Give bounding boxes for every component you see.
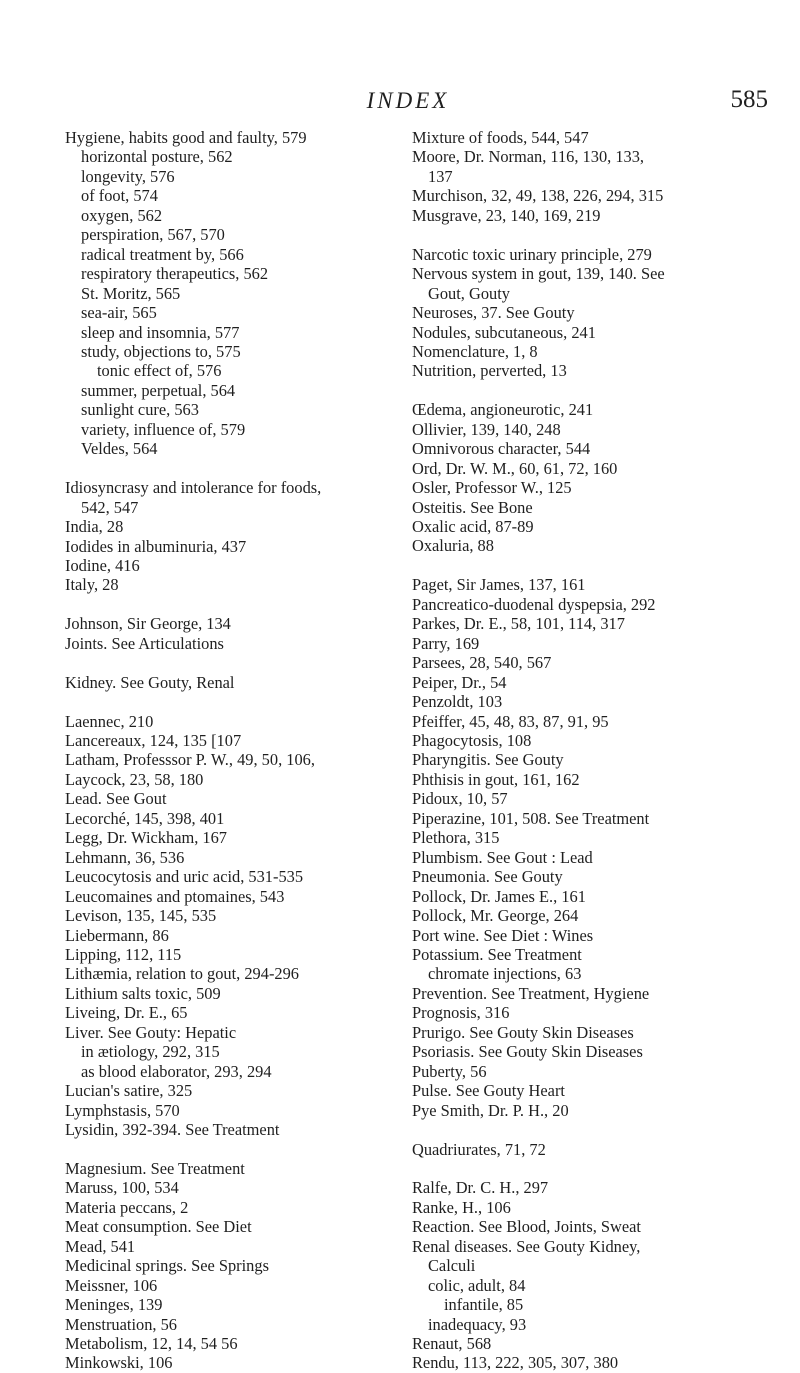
index-entry: Ord, Dr. W. M., 60, 61, 72, 160 (412, 458, 618, 478)
index-entry: Prurigo. See Gouty Skin Diseases (412, 1022, 634, 1042)
index-entry: Plethora, 315 (412, 828, 500, 848)
index-subentry: as blood elaborator, 293, 294 (81, 1061, 272, 1081)
index-entry: Menstruation, 56 (65, 1314, 177, 1334)
entry-gap (65, 653, 391, 672)
index-entry: Parsees, 28, 540, 567 (412, 653, 552, 673)
index-entry: Moore, Dr. Norman, 116, 130, 133, (412, 147, 645, 167)
index-entry: Nutrition, perverted, 13 (412, 361, 567, 381)
index-subentry: perspiration, 567, 570 (81, 225, 225, 245)
index-entry: Metabolism, 12, 14, 54 56 (65, 1334, 238, 1354)
index-column-left (65, 128, 391, 1373)
index-subentry: Gout, Gouty (428, 283, 510, 303)
index-entry: Pulse. See Gouty Heart (412, 1081, 565, 1101)
index-entry: Laennec, 210 (65, 711, 154, 731)
index-entry: Penzoldt, 103 (412, 692, 503, 712)
index-subentry: sleep and insomnia, 577 (81, 322, 240, 342)
index-subentry: oxygen, 562 (81, 205, 163, 225)
index-entry: Osteitis. See Bone (412, 497, 533, 517)
index-entry: Reaction. See Blood, Joints, Sweat (412, 1217, 641, 1237)
index-entry: Omnivorous character, 544 (412, 439, 591, 459)
index-entry: Renal diseases. See Gouty Kidney, (412, 1236, 641, 1256)
index-entry: Lehmann, 36, 536 (65, 847, 185, 867)
index-subentry: colic, adult, 84 (428, 1275, 526, 1295)
entry-gap (412, 1159, 762, 1178)
index-entry: Pollock, Mr. George, 264 (412, 906, 579, 926)
index-subentry: Calculi (428, 1256, 476, 1276)
index-subentry: inadequacy, 93 (428, 1314, 527, 1334)
index-entry: Minkowski, 106 (65, 1353, 173, 1373)
index-entry: Ranke, H., 106 (412, 1197, 511, 1217)
index-entry: Iodine, 416 (65, 555, 140, 575)
index-entry: Phthisis in gout, 161, 162 (412, 769, 580, 789)
index-subentry: sea-air, 565 (81, 303, 157, 323)
entry-gap (65, 1140, 391, 1159)
index-subentry: horizontal posture, 562 (81, 147, 233, 167)
index-entry: Pye Smith, Dr. P. H., 20 (412, 1100, 569, 1120)
index-subentry: 137 (428, 166, 453, 186)
index-subentry: summer, perpetual, 564 (81, 380, 236, 400)
index-entry: Pharyngitis. See Gouty (412, 750, 564, 770)
index-subentry: study, objections to, 575 (81, 341, 241, 361)
index-entry: Idiosyncrasy and intolerance for foods, (65, 478, 322, 498)
index-entry: Meat consumption. See Diet (65, 1217, 252, 1237)
index-entry: Prevention. See Treatment, Hygiene (412, 983, 650, 1003)
index-subentry: of foot, 574 (81, 186, 158, 206)
index-entry: Hygiene, habits good and faulty, 579 (65, 128, 307, 147)
index-entry: Murchison, 32, 49, 138, 226, 294, 315 (412, 186, 664, 206)
index-entry: Osler, Professor W., 125 (412, 478, 572, 498)
index-entry: Psoriasis. See Gouty Skin Diseases (412, 1042, 643, 1062)
page-header (48, 88, 768, 124)
index-entry: Levison, 135, 145, 535 (65, 906, 217, 926)
index-entry: Italy, 28 (65, 575, 119, 595)
index-entry: Materia peccans, 2 (65, 1197, 189, 1217)
index-subentry: respiratory therapeutics, 562 (81, 264, 269, 284)
index-subentry: sunlight cure, 563 (81, 400, 199, 420)
index-entry: Mixture of foods, 544, 547 (412, 128, 589, 147)
entry-gap (412, 225, 762, 244)
index-entry: Parry, 169 (412, 633, 480, 653)
index-entry: Oxalic acid, 87-89 (412, 517, 534, 537)
index-entry: Quadriurates, 71, 72 (412, 1139, 546, 1159)
index-entry: Lucian's satire, 325 (65, 1081, 193, 1101)
index-entry: Lecorché, 145, 398, 401 (65, 808, 225, 828)
index-entry: Liveing, Dr. E., 65 (65, 1003, 188, 1023)
index-entry: Liver. See Gouty: Hepatic (65, 1022, 237, 1042)
index-entry: Nodules, subcutaneous, 241 (412, 322, 596, 342)
entry-gap (412, 1120, 762, 1139)
index-entry: Œdema, angioneurotic, 241 (412, 400, 594, 420)
index-entry: Peiper, Dr., 54 (412, 672, 507, 692)
running-title: INDEX (366, 88, 450, 113)
index-entry: Lipping, 112, 115 (65, 944, 182, 964)
index-entry: Legg, Dr. Wickham, 167 (65, 828, 228, 848)
index-entry: Magnesium. See Treatment (65, 1158, 245, 1178)
index-entry: Puberty, 56 (412, 1061, 487, 1081)
index-entry: Oxaluria, 88 (412, 536, 494, 556)
index-entry: Meninges, 139 (65, 1295, 163, 1315)
index-subentry: Veldes, 564 (81, 439, 158, 459)
index-entry: Musgrave, 23, 140, 169, 219 (412, 205, 601, 225)
index-entry: Pfeiffer, 45, 48, 83, 87, 91, 95 (412, 711, 609, 731)
entry-gap (65, 595, 391, 614)
index-entry: Maruss, 100, 534 (65, 1178, 179, 1198)
index-entry: Narcotic toxic urinary principle, 279 (412, 244, 652, 264)
index-entry: Medicinal springs. See Springs (65, 1256, 269, 1276)
index-subentry: longevity, 576 (81, 166, 175, 186)
index-subentry: variety, influence of, 579 (81, 419, 246, 439)
index-entry: Ollivier, 139, 140, 248 (412, 419, 561, 439)
index-entry: Kidney. See Gouty, Renal (65, 672, 235, 692)
index-subentry: tonic effect of, 576 (97, 361, 222, 381)
index-entry: Nomenclature, 1, 8 (412, 341, 538, 361)
index-entry: Port wine. See Diet : Wines (412, 925, 594, 945)
index-entry: Ralfe, Dr. C. H., 297 (412, 1178, 549, 1198)
page-number: 585 (730, 86, 768, 113)
entry-gap (65, 459, 391, 478)
index-subentry: 542, 547 (81, 497, 139, 517)
index-entry: Lithæmia, relation to gout, 294-296 (65, 964, 299, 984)
index-entry: Lithium salts toxic, 509 (65, 983, 221, 1003)
index-entry: Neuroses, 37. See Gouty (412, 303, 575, 323)
index-entry: Lymphstasis, 570 (65, 1100, 180, 1120)
index-entry: Lancereaux, 124, 135 [107 (65, 730, 242, 750)
index-entry: Joints. See Articulations (65, 633, 224, 653)
index-entry: Phagocytosis, 108 (412, 731, 532, 750)
index-entry: Potassium. See Treatment (412, 944, 582, 964)
index-entry: Pidoux, 10, 57 (412, 789, 508, 809)
index-entry: Lysidin, 392-394. See Treatment (65, 1120, 280, 1140)
entry-gap (65, 692, 391, 711)
index-entry: Paget, Sir James, 137, 161 (412, 575, 586, 595)
index-entry: Lead. See Gout (65, 789, 167, 809)
index-subentry: in ætiology, 292, 315 (81, 1042, 220, 1062)
index-entry: Prognosis, 316 (412, 1003, 510, 1023)
index-entry: Johnson, Sir George, 134 (65, 614, 231, 634)
index-entry: India, 28 (65, 517, 124, 537)
index-entry: Plumbism. See Gout : Lead (412, 847, 593, 867)
index-entry: Laycock, 23, 58, 180 (65, 769, 204, 789)
index-entry: Parkes, Dr. E., 58, 101, 114, 317 (412, 614, 625, 634)
index-entry: Renaut, 568 (412, 1334, 492, 1354)
index-subentry: infantile, 85 (444, 1295, 524, 1315)
index-subentry: chromate injections, 63 (428, 964, 582, 984)
entry-gap (412, 381, 762, 400)
index-entry: Piperazine, 101, 508. See Treatment (412, 808, 650, 828)
index-entry: Leucocytosis and uric acid, 531-535 (65, 867, 304, 887)
entry-gap (412, 556, 762, 575)
index-entry: Pollock, Dr. James E., 161 (412, 886, 586, 906)
index-entry: Latham, Professsor P. W., 49, 50, 106, (65, 750, 315, 770)
index-entry: Leucomaines and ptomaines, 543 (65, 886, 285, 906)
index-entry: Iodides in albuminuria, 437 (65, 536, 247, 556)
index-entry: Nervous system in gout, 139, 140. See (412, 264, 665, 284)
index-entry: Liebermann, 86 (65, 925, 169, 945)
index-entry: Rendu, 113, 222, 305, 307, 380 (412, 1353, 619, 1373)
index-entry: Meissner, 106 (65, 1275, 158, 1295)
index-column-right (412, 128, 762, 1373)
index-subentry: St. Moritz, 565 (81, 283, 181, 303)
index-entry: Pancreatico-duodenal dyspepsia, 292 (412, 594, 656, 614)
index-entry: Mead, 541 (65, 1236, 136, 1256)
index-subentry: radical treatment by, 566 (81, 244, 244, 264)
index-entry: Pneumonia. See Gouty (412, 867, 563, 887)
